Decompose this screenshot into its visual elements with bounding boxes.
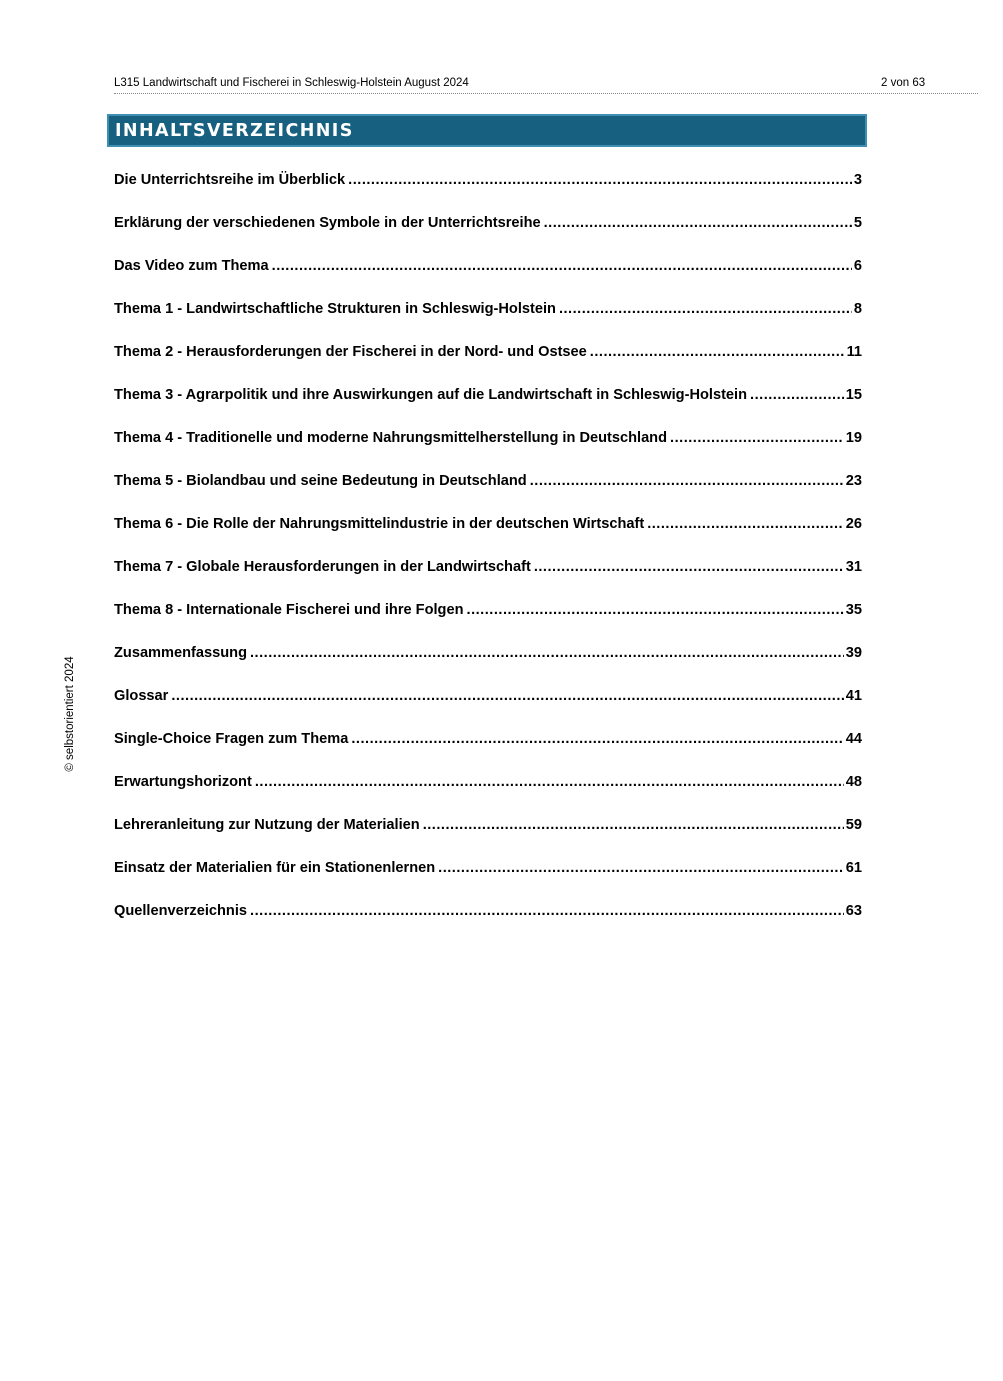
dot-leader (750, 384, 844, 406)
toc-entry[interactable] (114, 255, 862, 298)
toc-entry-page-number[interactable]: 19 (845, 430, 862, 446)
toc-entry-title[interactable]: Das Video zum Thema (114, 258, 269, 274)
toc-entry-page-number[interactable]: 3 (853, 172, 862, 188)
toc-entry-page-number[interactable]: 6 (853, 258, 862, 274)
toc-entry-page-number[interactable]: 26 (845, 516, 862, 532)
dot-leader (348, 169, 852, 191)
dot-leader (530, 470, 844, 492)
toc-entry-title[interactable]: Single-Choice Fragen zum Thema (114, 731, 349, 747)
toc-entry-page-number[interactable]: 15 (845, 387, 862, 403)
toc-entry[interactable] (114, 298, 862, 341)
toc-entry-title[interactable]: Erwartungshorizont (114, 774, 252, 790)
toc-entry[interactable] (114, 599, 862, 642)
dot-leader (559, 298, 852, 320)
toc-entry[interactable] (114, 384, 862, 427)
toc-entry-title[interactable]: Thema 5 - Biolandbau und seine Bedeutung in Deutschland (114, 473, 527, 489)
dot-leader (250, 642, 844, 664)
toc-entry-page-number[interactable]: 39 (845, 645, 862, 661)
toc-entry-page-number[interactable]: 31 (845, 559, 862, 575)
toc-entry-title[interactable]: Glossar (114, 688, 169, 704)
dot-leader (171, 685, 843, 707)
toc-entry-title[interactable]: Thema 4 - Traditionelle und moderne Nahrungsmittelherstellung in Deutschland (114, 430, 668, 446)
toc-entry[interactable] (114, 470, 862, 513)
toc-entry-page-number[interactable]: 44 (845, 731, 862, 747)
toc-entry-page-number[interactable]: 61 (845, 860, 862, 876)
toc-entry-title[interactable]: Die Unterrichtsreihe im Überblick (114, 172, 346, 188)
toc-entry[interactable] (114, 642, 862, 685)
toc-entry[interactable] (114, 728, 862, 771)
dot-leader (544, 212, 852, 234)
toc-entry-page-number[interactable]: 35 (845, 602, 862, 618)
dot-leader (255, 771, 844, 793)
toc-entry-title[interactable]: Thema 1 - Landwirtschaftliche Strukturen in Schleswig-Holstein (114, 301, 556, 317)
toc-entry-page-number[interactable]: 63 (845, 903, 862, 919)
toc-heading: INHALTSVERZEICHNIS (115, 121, 354, 141)
toc-entry-title[interactable]: Lehreranleitung zur Nutzung der Materialien (114, 817, 420, 833)
toc-entry-page-number[interactable]: 11 (846, 344, 862, 360)
toc-entry[interactable] (114, 814, 862, 857)
toc-entry[interactable] (114, 556, 862, 599)
toc-entry-page-number[interactable]: 8 (853, 301, 862, 317)
toc-entry-page-number[interactable]: 5 (853, 215, 862, 231)
dot-leader (438, 857, 844, 879)
toc-entry-title[interactable]: Thema 2 - Herausforderungen der Fischerei in der Nord- und Ostsee (114, 344, 587, 360)
toc-entry-page-number[interactable]: 41 (845, 688, 862, 704)
toc-entry-title[interactable]: Thema 8 - Internationale Fischerei und ihre Folgen (114, 602, 464, 618)
toc-entry-title[interactable]: Einsatz der Materialien für ein Stationenlernen (114, 860, 436, 876)
dot-leader (272, 255, 852, 277)
toc-entry[interactable] (114, 341, 862, 384)
document-title: L315 Landwirtschaft und Fischerei in Schleswig-Holstein August 2024 (114, 77, 469, 89)
toc-entry[interactable] (114, 857, 862, 900)
dot-leader (534, 556, 844, 578)
page-indicator: 2 von 63 (881, 77, 926, 89)
toc-entry[interactable] (114, 771, 862, 814)
dot-leader (590, 341, 845, 363)
toc-entry[interactable] (114, 513, 862, 556)
dot-leader (351, 728, 843, 750)
toc-entry[interactable] (114, 427, 862, 470)
page-header (114, 76, 978, 94)
toc-entry-title[interactable]: Zusammenfassung (114, 645, 247, 661)
toc-entry[interactable] (114, 685, 862, 728)
toc-entry[interactable] (114, 212, 862, 255)
toc-entry-title[interactable]: Thema 3 - Agrarpolitik und ihre Auswirkungen auf die Landwirtschaft in Schleswig-Holstein (114, 387, 748, 403)
toc-entry-title[interactable]: Quellenverzeichnis (114, 903, 248, 919)
dot-leader (467, 599, 844, 621)
toc-entry[interactable] (114, 900, 862, 943)
copyright-notice: © selbstorientiert 2024 (64, 656, 76, 772)
toc-entry-page-number[interactable]: 48 (845, 774, 862, 790)
dot-leader (250, 900, 844, 922)
dot-leader (670, 427, 844, 449)
toc-entry-page-number[interactable]: 59 (845, 817, 862, 833)
toc-heading-bar (107, 114, 867, 147)
dot-leader (423, 814, 844, 836)
toc-list (114, 169, 862, 943)
toc-entry[interactable] (114, 169, 862, 212)
dot-leader (647, 513, 844, 535)
toc-entry-page-number[interactable]: 23 (845, 473, 862, 489)
toc-entry-title[interactable]: Thema 6 - Die Rolle der Nahrungsmittelindustrie in der deutschen Wirtschaft (114, 516, 645, 532)
toc-entry-title[interactable]: Erklärung der verschiedenen Symbole in der Unterrichtsreihe (114, 215, 541, 231)
toc-entry-title[interactable]: Thema 7 - Globale Herausforderungen in der Landwirtschaft (114, 559, 531, 575)
